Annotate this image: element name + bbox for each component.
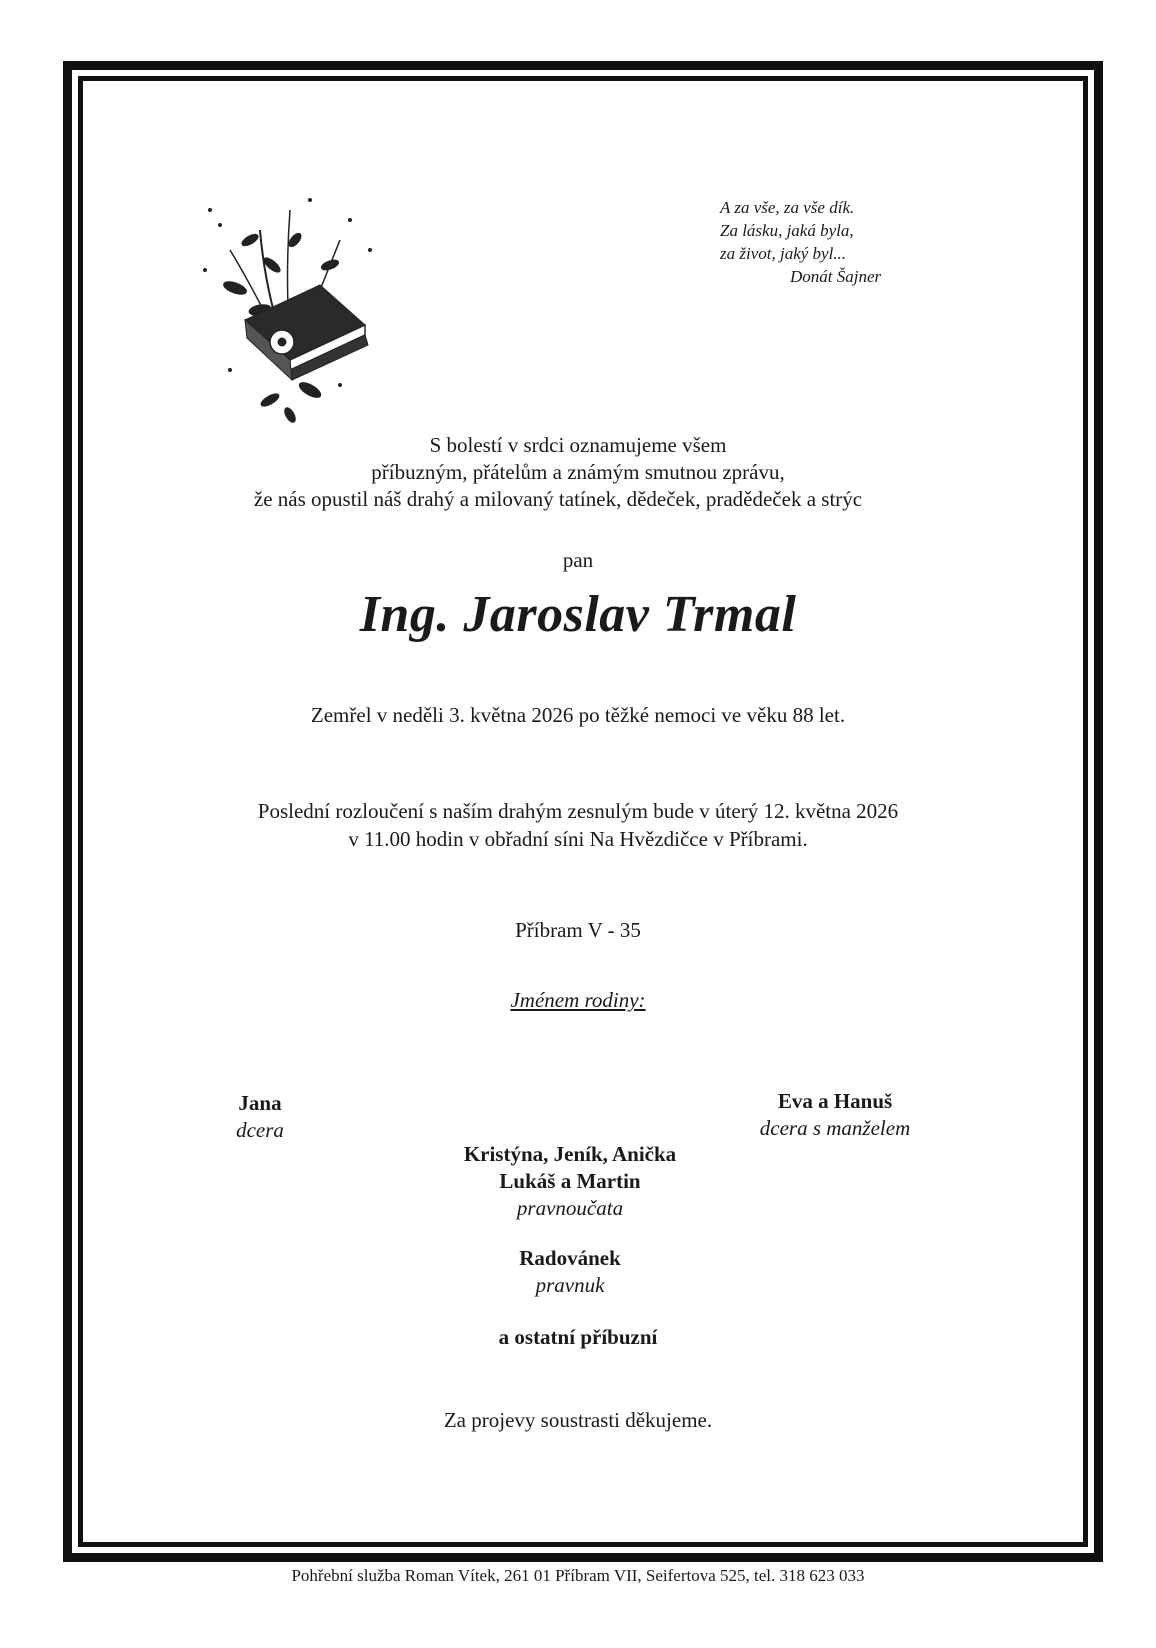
announcement-line-2: příbuzným, přátelům a známým smutnou zprávu, (371, 460, 785, 484)
relative-role: pravnoučata (516, 1196, 624, 1220)
family-heading-text: Jménem rodiny: (510, 988, 646, 1012)
quote (720, 196, 881, 288)
death-notice: Zemřel v neděli 3. května 2026 po těžké nemoci ve věku 88 let. (310, 703, 846, 727)
relative-name: Jana (238, 1091, 282, 1115)
other-relatives: a ostatní příbuzní (498, 1325, 658, 1349)
relative-role: dcera (236, 1118, 284, 1142)
farewell-info (0, 797, 1156, 853)
quote-line-3: za život, jaký byl... (720, 244, 847, 263)
announcement-line-1: S bolestí v srdci oznamujeme všem (429, 433, 727, 457)
quote-line-2: Za lásku, jaká byla, (720, 221, 854, 240)
relative-name: Radovánek (519, 1246, 621, 1270)
deceased-name: Ing. Jaroslav Trmal (359, 586, 797, 643)
relative-eva (740, 1088, 930, 1142)
place: Příbram V - 35 (515, 918, 641, 942)
title-pan: pan (562, 548, 594, 572)
relative-name-line-1: Kristýna, Jeník, Anička (463, 1142, 677, 1166)
relative-name: Eva a Hanuš (777, 1089, 893, 1113)
quote-author: Donát Šajner (790, 267, 882, 286)
relative-radovanek (440, 1245, 700, 1299)
relative-great-grandchildren (400, 1141, 740, 1222)
relative-name-line-2: Lukáš a Martin (499, 1169, 641, 1193)
relative-jana (210, 1090, 310, 1144)
book-with-flowers-icon (190, 170, 390, 435)
footer: Pohřební služba Roman Vítek, 261 01 Příbram VII, Seifertova 525, tel. 318 623 033 (291, 1566, 865, 1585)
family-heading (0, 988, 1156, 1013)
announcement-line-3: že nás opustil náš drahý a milovaný tatínek, dědeček, pradědeček a strýc (253, 487, 863, 511)
farewell-line-1: Poslední rozloučení s naším drahým zesnulým bude v úterý 12. května 2026 (257, 799, 899, 823)
relative-role: pravnuk (535, 1273, 605, 1297)
farewell-line-2: v 11.00 hodin v obřadní síni Na Hvězdičce v Příbrami. (348, 827, 808, 851)
relative-role: dcera s manželem (759, 1116, 911, 1140)
thanks: Za projevy soustrasti děkujeme. (443, 1408, 713, 1432)
announcement (0, 432, 1156, 513)
quote-line-1: A za vše, za vše dík. (720, 198, 855, 217)
